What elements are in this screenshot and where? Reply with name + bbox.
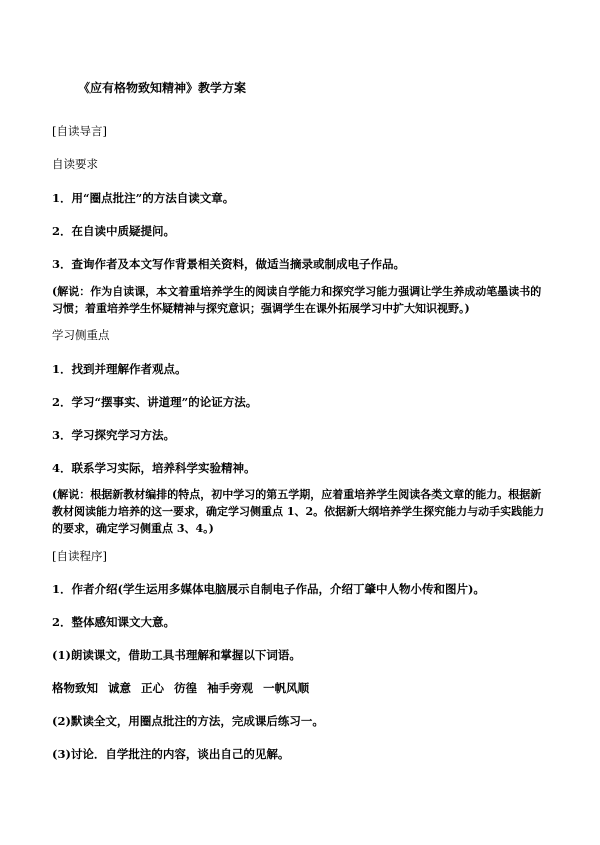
explanation-note-2: (解说：根据新教材编排的特点，初中学习的第五学期，应着重培养学生阅读各类文章的能力。根据新教材阅读能力培养的这一要求，确定学习侧重点 1、2。依据新大纲培养学生探究能力与动手实践能力的要求，确定学习侧重点 3、4。): [52, 488, 545, 535]
vocabulary-list: [52, 680, 315, 696]
vocab-word: 格物致知: [52, 681, 98, 695]
subheading-reading-requirements: 自读要求: [52, 157, 98, 171]
procedure-item-5: (3)讨论．自学批注的内容，谈出自己的见解。: [52, 747, 290, 761]
requirement-item-2: 2．在自读中质疑提问。: [52, 224, 176, 238]
focus-item-2: 2．学习“摆事实、讲道理”的论证方法。: [52, 395, 258, 409]
section-heading-self-study-intro: [自读导言]: [52, 124, 107, 138]
procedure-item-1: 1．作者介绍(学生运用多媒体电脑展示自制电子作品，介绍丁肇中人物小传和图片)。: [52, 582, 485, 596]
document-title: 《应有格物致知精神》教学方案: [78, 81, 247, 95]
requirement-item-3: 3．查询作者及本文写作背景相关资料，做适当摘录或制成电子作品。: [52, 257, 405, 271]
vocab-word: 袖手旁观: [207, 681, 254, 695]
section-heading-reading-procedure: [自读程序]: [52, 549, 107, 563]
vocab-word: 诚意: [108, 681, 132, 695]
focus-item-1: 1．找到并理解作者观点。: [52, 362, 187, 376]
explanation-note-1: (解说：作为自读课，本文着重培养学生的阅读自学能力和探究学习能力强调让学生养成动笔墨读书的习惯；着重培养学生怀疑精神与探究意识；强调学生在课外拓展学习中扩大知识视野。): [52, 285, 542, 315]
procedure-item-2: 2．整体感知课文大意。: [52, 615, 176, 629]
vocab-word: 一帆风顺: [263, 681, 310, 695]
procedure-item-3: (1)朗读课文，借助工具书理解和掌握以下词语。: [52, 648, 301, 662]
vocab-word: 彷徨: [174, 681, 198, 695]
requirement-item-1: 1．用“圈点批注”的方法自读文章。: [52, 191, 235, 205]
focus-item-3: 3．学习探究学习方法。: [52, 428, 176, 442]
subheading-learning-focus: 学习侧重点: [52, 328, 110, 342]
focus-item-4: 4．联系学习实际，培养科学实验精神。: [52, 461, 256, 475]
procedure-item-4: (2)默读全文，用圈点批注的方法，完成课后练习一。: [52, 714, 324, 728]
vocab-word: 正心: [141, 681, 165, 695]
